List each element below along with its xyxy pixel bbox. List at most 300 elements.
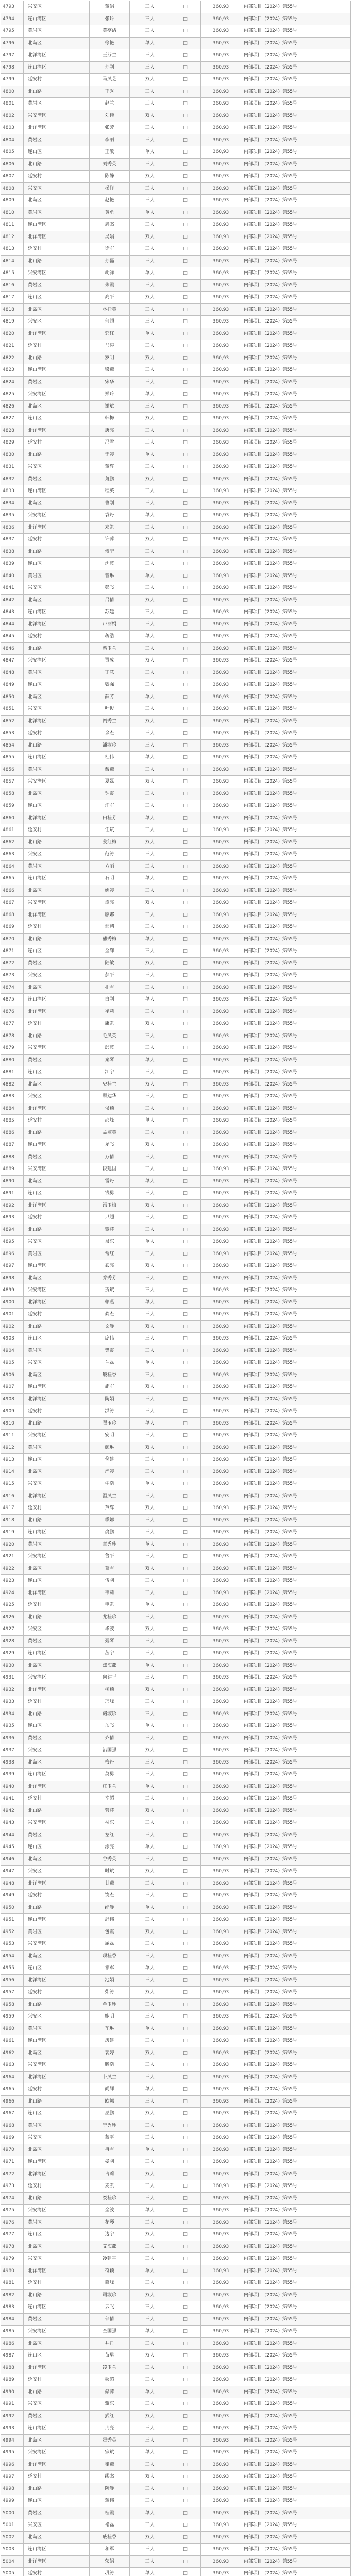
name-cell: 葛雪 — [90, 1563, 130, 1575]
row-number-cell: 4870 — [1, 933, 24, 945]
address-cell: 连山区 — [24, 1066, 90, 1079]
approval-date-cell: 内部项目（2024）第55号 — [241, 2023, 351, 2035]
row-number-cell: 4907 — [1, 1381, 24, 1394]
household-type-cell: 三人 — [130, 2422, 170, 2435]
count-cell: □ — [170, 1696, 201, 1708]
household-type-cell: 单人 — [130, 1236, 170, 1248]
table-row — [1, 2216, 351, 2229]
name-cell: 汪军 — [90, 800, 130, 812]
household-type-cell: 三人 — [130, 1793, 170, 1805]
row-number-cell: 4838 — [1, 546, 24, 558]
count-cell: □ — [170, 207, 201, 219]
row-number-cell: 4939 — [1, 1769, 24, 1781]
term-cell: 360,93 — [201, 2083, 241, 2096]
name-cell: 孟淑英 — [90, 1127, 130, 1139]
approval-date-cell: 内部项目（2024）第55号 — [241, 279, 351, 292]
count-cell: □ — [170, 1672, 201, 1684]
name-cell: 王敏 — [90, 146, 130, 159]
address-cell: 黄岩区 — [24, 1345, 90, 1357]
term-cell: 360,93 — [201, 2120, 241, 2132]
term-cell: 360,93 — [201, 1345, 241, 1357]
address-cell: 兴安区 — [24, 849, 90, 861]
household-type-cell: 三人 — [130, 122, 170, 134]
count-cell: □ — [170, 655, 201, 667]
name-cell: 池娟 — [90, 1974, 130, 1987]
row-number-cell: 4852 — [1, 715, 24, 727]
table-row — [1, 1163, 351, 1176]
name-cell: 颜琳 — [90, 1442, 130, 1454]
table-row — [1, 1914, 351, 1926]
household-type-cell: 三人 — [130, 1587, 170, 1599]
term-cell: 360,93 — [201, 1987, 241, 1999]
table-row — [1, 25, 351, 38]
table-row — [1, 715, 351, 727]
household-type-cell: 双人 — [130, 473, 170, 485]
term-cell: 360,93 — [201, 1236, 241, 1248]
name-cell: 桂霞 — [90, 2507, 130, 2519]
row-number-cell: 4803 — [1, 122, 24, 134]
row-number-cell: 4924 — [1, 1587, 24, 1599]
name-cell: 章秀珍 — [90, 1538, 130, 1551]
household-type-cell: 双人 — [130, 1623, 170, 1636]
approval-date-cell: 内部项目（2024）第55号 — [241, 425, 351, 437]
household-type-cell: 双人 — [130, 1744, 170, 1757]
household-type-cell: 三人 — [130, 2374, 170, 2386]
term-cell: 360,93 — [201, 631, 241, 643]
household-type-cell: 三人 — [130, 2071, 170, 2083]
address-cell: 北洋湾区 — [24, 1103, 90, 1115]
row-number-cell: 4819 — [1, 316, 24, 328]
table-row — [1, 1224, 351, 1236]
row-number-cell: 4817 — [1, 292, 24, 304]
address-cell: 黄岩区 — [24, 1151, 90, 1163]
row-number-cell: 4952 — [1, 1926, 24, 1938]
count-cell: □ — [170, 957, 201, 970]
address-cell: 北岛区 — [24, 37, 90, 49]
table-row — [1, 1260, 351, 1273]
count-cell: □ — [170, 2047, 201, 2059]
row-number-cell: 4965 — [1, 2083, 24, 2096]
address-cell: 连山湾区 — [24, 873, 90, 885]
name-cell: 巫鹏 — [90, 2108, 130, 2120]
approval-date-cell: 内部项目（2024）第55号 — [241, 2071, 351, 2083]
table-row — [1, 788, 351, 800]
count-cell: □ — [170, 752, 201, 764]
term-cell: 360,93 — [201, 800, 241, 812]
table-row — [1, 1151, 351, 1163]
row-number-cell: 4941 — [1, 1793, 24, 1805]
approval-date-cell: 内部项目（2024）第55号 — [241, 1103, 351, 1115]
count-cell: □ — [170, 2531, 201, 2544]
table-row — [1, 1538, 351, 1551]
table-row — [1, 2568, 351, 2576]
row-number-cell: 4979 — [1, 2253, 24, 2265]
household-type-cell: 单人 — [130, 812, 170, 824]
address-cell: 兴安区 — [24, 1478, 90, 1490]
count-cell: □ — [170, 909, 201, 921]
table-row — [1, 1890, 351, 1902]
name-cell: 符颖 — [90, 2265, 130, 2277]
address-cell: 延安村 — [24, 631, 90, 643]
name-cell: 江宇 — [90, 1066, 130, 1079]
name-cell: 郝平 — [90, 970, 130, 982]
row-number-cell: 4828 — [1, 425, 24, 437]
term-cell: 360,93 — [201, 1914, 241, 1926]
table-row — [1, 279, 351, 292]
address-cell: 黄岩区 — [24, 1442, 90, 1454]
count-cell: □ — [170, 1127, 201, 1139]
row-number-cell: 4931 — [1, 1672, 24, 1684]
approval-date-cell: 内部项目（2024）第55号 — [241, 1926, 351, 1938]
term-cell: 360,93 — [201, 171, 241, 183]
name-cell: 凌玉兰 — [90, 2362, 130, 2374]
term-cell: 360,93 — [201, 860, 241, 873]
name-cell: 戚桂香 — [90, 2531, 130, 2544]
table-row — [1, 243, 351, 256]
row-number-cell: 4845 — [1, 631, 24, 643]
name-cell: 阎秀兰 — [90, 715, 130, 727]
term-cell: 360,93 — [201, 2544, 241, 2556]
approval-date-cell: 内部项目（2024）第55号 — [241, 98, 351, 110]
term-cell: 360,93 — [201, 1890, 241, 1902]
household-type-cell: 单人 — [130, 1357, 170, 1369]
household-type-cell: 单人 — [130, 1659, 170, 1672]
table-row — [1, 1188, 351, 1200]
term-cell: 360,93 — [201, 364, 241, 377]
row-number-cell: 4954 — [1, 1950, 24, 1962]
approval-date-cell: 内部项目（2024）第55号 — [241, 2386, 351, 2398]
household-type-cell: 三人 — [130, 437, 170, 449]
row-number-cell: 4982 — [1, 2289, 24, 2301]
approval-date-cell: 内部项目（2024）第55号 — [241, 2555, 351, 2568]
approval-date-cell: 内部项目（2024）第55号 — [241, 1320, 351, 1333]
household-type-cell: 单人 — [130, 1417, 170, 1430]
table-row — [1, 1793, 351, 1805]
household-type-cell: 三人 — [130, 1527, 170, 1539]
name-cell: 滕浩 — [90, 2059, 130, 2072]
name-cell: 狄超 — [90, 2374, 130, 2386]
household-type-cell: 三人 — [130, 1042, 170, 1055]
approval-date-cell: 内部项目（2024）第55号 — [241, 1151, 351, 1163]
table-row — [1, 146, 351, 159]
table-row — [1, 1333, 351, 1345]
approval-date-cell: 内部项目（2024）第55号 — [241, 824, 351, 837]
approval-date-cell: 内部项目（2024）第55号 — [241, 1066, 351, 1079]
address-cell: 黄岩区 — [24, 1538, 90, 1551]
household-type-cell: 三人 — [130, 2059, 170, 2072]
table-row — [1, 1684, 351, 1696]
row-number-cell: 4910 — [1, 1417, 24, 1430]
name-cell: 兰磊 — [90, 1357, 130, 1369]
row-number-cell: 4877 — [1, 1018, 24, 1030]
table-row — [1, 1817, 351, 1829]
table-row — [1, 316, 351, 328]
row-number-cell: 4955 — [1, 1962, 24, 1975]
household-type-cell: 三人 — [130, 1853, 170, 1866]
term-cell: 360,93 — [201, 1466, 241, 1478]
household-type-cell: 三人 — [130, 2192, 170, 2205]
approval-date-cell: 内部项目（2024）第55号 — [241, 1769, 351, 1781]
address-cell: 北山路 — [24, 449, 90, 461]
term-cell: 360,93 — [201, 970, 241, 982]
household-type-cell: 双人 — [130, 2047, 170, 2059]
household-type-cell: 单人 — [130, 2083, 170, 2096]
row-number-cell: 4983 — [1, 2301, 24, 2314]
term-cell: 360,93 — [201, 933, 241, 945]
approval-date-cell: 内部项目（2024）第55号 — [241, 1078, 351, 1091]
table-row — [1, 2386, 351, 2398]
term-cell: 360,93 — [201, 1369, 241, 1381]
household-type-cell: 三人 — [130, 885, 170, 897]
term-cell: 360,93 — [201, 1478, 241, 1490]
approval-date-cell: 内部项目（2024）第55号 — [241, 2059, 351, 2072]
address-cell: 连山湾区 — [24, 2422, 90, 2435]
name-cell: 宁秀珍 — [90, 2120, 130, 2132]
approval-date-cell: 内部项目（2024）第55号 — [241, 1430, 351, 1442]
address-cell: 北山路 — [24, 2386, 90, 2398]
household-type-cell: 三人 — [130, 1369, 170, 1381]
household-type-cell: 双人 — [130, 1139, 170, 1151]
name-cell: 孙磊 — [90, 255, 130, 267]
address-cell: 兴安区 — [24, 1866, 90, 1878]
household-type-cell: 单人 — [130, 449, 170, 461]
count-cell: □ — [170, 2168, 201, 2180]
household-type-cell: 三人 — [130, 1224, 170, 1236]
address-cell: 北洋湾区 — [24, 909, 90, 921]
count-cell: □ — [170, 2555, 201, 2568]
name-cell: 邱波 — [90, 1042, 130, 1055]
name-cell: 包霞 — [90, 1926, 130, 1938]
household-type-cell: 三人 — [130, 2337, 170, 2350]
approval-date-cell: 内部项目（2024）第55号 — [241, 1672, 351, 1684]
name-cell: 苏建 — [90, 606, 130, 619]
table-row — [1, 2459, 351, 2471]
table-row — [1, 340, 351, 352]
row-number-cell: 4880 — [1, 1054, 24, 1066]
table-row — [1, 61, 351, 74]
row-number-cell: 4848 — [1, 667, 24, 679]
count-cell: □ — [170, 2241, 201, 2253]
household-type-cell: 三人 — [130, 376, 170, 388]
row-number-cell: 5004 — [1, 2555, 24, 2568]
address-cell: 北山路 — [24, 1320, 90, 1333]
row-number-cell: 4928 — [1, 1635, 24, 1648]
row-number-cell: 4850 — [1, 691, 24, 703]
term-cell: 360,93 — [201, 303, 241, 316]
count-cell: □ — [170, 1551, 201, 1563]
approval-date-cell: 内部项目（2024）第55号 — [241, 606, 351, 619]
count-cell: □ — [170, 788, 201, 800]
address-cell: 延安村 — [24, 2568, 90, 2576]
row-number-cell: 4956 — [1, 1974, 24, 1987]
row-number-cell: 4793 — [1, 1, 24, 13]
approval-date-cell: 内部项目（2024）第55号 — [241, 546, 351, 558]
table-row — [1, 2120, 351, 2132]
approval-date-cell: 内部项目（2024）第55号 — [241, 2459, 351, 2471]
term-cell: 360,93 — [201, 61, 241, 74]
row-number-cell: 4801 — [1, 98, 24, 110]
name-cell: 文静 — [90, 1320, 130, 1333]
name-cell: 赖燕 — [90, 1296, 130, 1309]
household-type-cell: 三人 — [130, 1430, 170, 1442]
table-row — [1, 945, 351, 958]
name-cell: 汤玉梅 — [90, 1199, 130, 1212]
table-row — [1, 1756, 351, 1769]
row-number-cell: 4917 — [1, 1502, 24, 1515]
term-cell: 360,93 — [201, 243, 241, 256]
table-row — [1, 1296, 351, 1309]
name-cell: 黎萍 — [90, 1224, 130, 1236]
approval-date-cell: 内部项目（2024）第55号 — [241, 1998, 351, 2011]
address-cell: 北山路 — [24, 1417, 90, 1430]
name-cell: 尹超 — [90, 1212, 130, 1224]
row-number-cell: 4874 — [1, 981, 24, 994]
household-type-cell: 双人 — [130, 413, 170, 425]
household-type-cell: 双人 — [130, 655, 170, 667]
table-row — [1, 1623, 351, 1636]
table-row — [1, 1829, 351, 1841]
household-type-cell: 三人 — [130, 2253, 170, 2265]
count-cell: □ — [170, 1175, 201, 1188]
approval-date-cell: 内部项目（2024）第55号 — [241, 1829, 351, 1841]
row-number-cell: 4831 — [1, 461, 24, 473]
count-cell: □ — [170, 2083, 201, 2096]
count-cell: □ — [170, 1405, 201, 1418]
count-cell: □ — [170, 1648, 201, 1660]
row-number-cell: 4818 — [1, 303, 24, 316]
table-row — [1, 1417, 351, 1430]
table-row — [1, 195, 351, 207]
name-cell: 王秀 — [90, 86, 130, 98]
row-number-cell: 4890 — [1, 1175, 24, 1188]
address-cell: 连山湾区 — [24, 61, 90, 74]
row-number-cell: 4873 — [1, 970, 24, 982]
name-cell: 辛超 — [90, 1793, 130, 1805]
row-number-cell: 4798 — [1, 61, 24, 74]
row-number-cell: 4933 — [1, 1696, 24, 1708]
table-row — [1, 2410, 351, 2422]
household-type-cell: 三人 — [130, 1998, 170, 2011]
count-cell: □ — [170, 679, 201, 691]
address-cell: 黄岩区 — [24, 570, 90, 582]
count-cell: □ — [170, 1333, 201, 1345]
row-number-cell: 4871 — [1, 945, 24, 958]
name-cell: 崔莉 — [90, 1006, 130, 1018]
row-number-cell: 4809 — [1, 195, 24, 207]
row-number-cell: 4957 — [1, 1987, 24, 1999]
approval-date-cell: 内部项目（2024）第55号 — [241, 1611, 351, 1623]
table-row — [1, 1127, 351, 1139]
count-cell: □ — [170, 1987, 201, 1999]
household-type-cell: 单人 — [130, 1115, 170, 1127]
term-cell: 360,93 — [201, 1793, 241, 1805]
approval-date-cell: 内部项目（2024）第55号 — [241, 2277, 351, 2290]
address-cell: 兴安湾区 — [24, 1284, 90, 1297]
address-cell: 黄岩区 — [24, 98, 90, 110]
address-cell: 北岛区 — [24, 691, 90, 703]
name-cell: 袁丹 — [90, 510, 130, 522]
table-row — [1, 2519, 351, 2532]
row-number-cell: 4973 — [1, 2180, 24, 2193]
term-cell: 360,93 — [201, 2265, 241, 2277]
row-number-cell: 4962 — [1, 2047, 24, 2059]
approval-date-cell: 内部项目（2024）第55号 — [241, 1175, 351, 1188]
approval-date-cell: 内部项目（2024）第55号 — [241, 1974, 351, 1987]
address-cell: 北山路 — [24, 255, 90, 267]
count-cell: □ — [170, 2035, 201, 2047]
name-cell: 俞鹏 — [90, 1527, 130, 1539]
row-number-cell: 4915 — [1, 1478, 24, 1490]
count-cell: □ — [170, 1454, 201, 1466]
term-cell: 360,93 — [201, 1756, 241, 1769]
table-row — [1, 207, 351, 219]
household-type-cell: 三人 — [130, 2132, 170, 2144]
count-cell: □ — [170, 2544, 201, 2556]
count-cell: □ — [170, 2180, 201, 2193]
approval-date-cell: 内部项目（2024）第55号 — [241, 1163, 351, 1176]
term-cell: 360,93 — [201, 2253, 241, 2265]
address-cell: 延安村 — [24, 921, 90, 934]
count-cell: □ — [170, 1502, 201, 1515]
address-cell: 北岛区 — [24, 1466, 90, 1478]
table-row — [1, 485, 351, 498]
row-number-cell: 4864 — [1, 860, 24, 873]
count-cell: □ — [170, 2132, 201, 2144]
count-cell: □ — [170, 2326, 201, 2338]
term-cell: 360,93 — [201, 1212, 241, 1224]
approval-date-cell: 内部项目（2024）第55号 — [241, 364, 351, 377]
name-cell: 甄东 — [90, 2398, 130, 2411]
table-row — [1, 74, 351, 86]
row-number-cell: 4837 — [1, 534, 24, 546]
row-number-cell: 4932 — [1, 1684, 24, 1696]
household-type-cell: 三人 — [130, 49, 170, 62]
count-cell: □ — [170, 1236, 201, 1248]
address-cell: 北山路 — [24, 2289, 90, 2301]
count-cell: □ — [170, 1793, 201, 1805]
term-cell: 360,93 — [201, 1599, 241, 1612]
table-row — [1, 873, 351, 885]
household-type-cell: 双人 — [130, 231, 170, 243]
table-row — [1, 1454, 351, 1466]
term-cell: 360,93 — [201, 921, 241, 934]
name-cell: 贾成 — [90, 655, 130, 667]
count-cell: □ — [170, 2095, 201, 2108]
term-cell: 360,93 — [201, 1502, 241, 1515]
approval-date-cell: 内部项目（2024）第55号 — [241, 400, 351, 413]
table-row — [1, 1175, 351, 1188]
name-cell: 全波 — [90, 2205, 130, 2217]
table-row — [1, 1466, 351, 1478]
name-cell: 范涛 — [90, 849, 130, 861]
name-cell: 祁军 — [90, 1962, 130, 1975]
term-cell: 360,93 — [201, 207, 241, 219]
household-type-cell: 三人 — [130, 667, 170, 679]
row-number-cell: 4807 — [1, 171, 24, 183]
table-row — [1, 2374, 351, 2386]
name-cell: 林桂英 — [90, 303, 130, 316]
count-cell: □ — [170, 1805, 201, 1817]
term-cell: 360,93 — [201, 2023, 241, 2035]
household-type-cell: 单人 — [130, 1781, 170, 1793]
approval-date-cell: 内部项目（2024）第55号 — [241, 2180, 351, 2193]
count-cell: □ — [170, 110, 201, 122]
row-number-cell: 4995 — [1, 2447, 24, 2459]
approval-date-cell: 内部项目（2024）第55号 — [241, 1357, 351, 1369]
term-cell: 360,93 — [201, 1405, 241, 1418]
address-cell: 兴安湾区 — [24, 1551, 90, 1563]
address-cell: 黄岩区 — [24, 2023, 90, 2035]
